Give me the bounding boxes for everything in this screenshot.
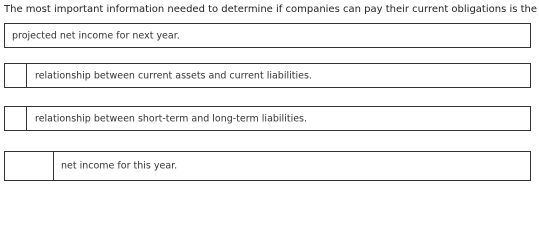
answer-option-label: net income for this year. — [61, 160, 178, 172]
answer-option-marker — [5, 64, 27, 87]
answer-option-label: relationship between short-term and long-term liabilities. — [35, 113, 308, 124]
question-text: The most important information needed to determine if companies can pay their current obligations is the — [4, 4, 538, 15]
answer-option-marker — [5, 152, 54, 180]
answer-option-marker — [5, 107, 27, 130]
answer-option-short-long-term-liabilities[interactable] — [4, 106, 531, 131]
answer-option-label: projected net income for next year. — [12, 30, 180, 41]
answer-option-net-income-this-year[interactable] — [4, 151, 531, 181]
answer-option-projected-net-income[interactable] — [4, 23, 531, 48]
answer-option-current-assets-liabilities[interactable] — [4, 63, 531, 88]
answer-option-label: relationship between current assets and current liabilities. — [35, 70, 312, 81]
